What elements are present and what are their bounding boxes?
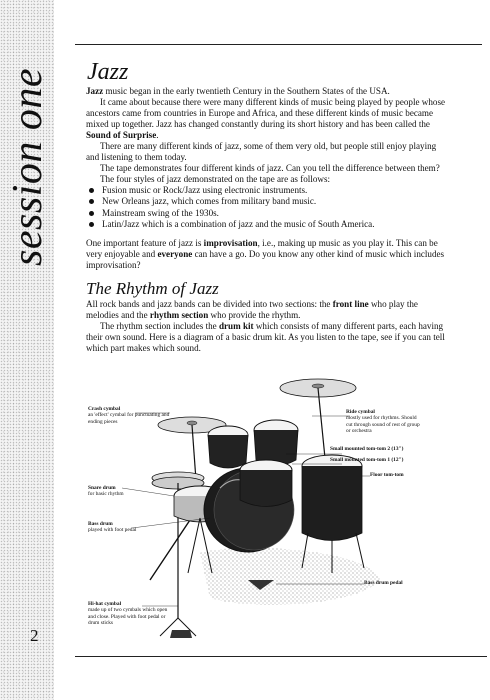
label-crash-cymbal: Crash cymbal an 'effect' cymbal for punctuating and ending pieces: [88, 406, 170, 425]
list-item: Latin/Jazz which is a combination of jazz and the music of South America.: [88, 219, 448, 230]
main-content: [86, 58, 448, 354]
list-item: New Orleans jazz, which comes from military band music.: [88, 196, 448, 207]
jazz-styles-list: [88, 185, 448, 229]
everyone-term: everyone: [157, 248, 193, 259]
label-bass-drum: Bass drum played with foot pedal: [88, 521, 137, 534]
session-label: session one: [5, 68, 51, 266]
front-line-term: front line: [332, 298, 369, 309]
jazz-term: Jazz: [86, 86, 104, 96]
session-title-vertical: [6, 52, 50, 282]
improvisation-term: improvisation: [203, 237, 258, 248]
improvisation-paragraph: One important feature of jazz is improvisation, i.e., making up music as you play it. This can be very enjoyable and everyone can have a go. Do you know any other kind of music which includes improvisation?: [86, 237, 445, 270]
drum-kit-illustration: [80, 368, 420, 648]
stippled-sidebar: [0, 0, 54, 700]
section-heading-rhythm: The Rhythm of Jazz: [86, 278, 219, 298]
rhythm-section-term: rhythm section: [149, 309, 209, 320]
bottom-rule: [75, 656, 487, 657]
label-hi-hat-cymbal: Hi-hat cymbal made up of two cymbals which open and close. Played with foot pedal or drum sticks: [88, 601, 168, 627]
list-item: Mainstream swing of the 1930s.: [88, 208, 448, 219]
label-ride-cymbal: Ride cymbal mostly used for rhythms. Should cut through sound of rest of group or orchestra: [346, 409, 420, 435]
label-tom-2: Small mounted tom-tom 2 (13"): [330, 446, 404, 452]
label-snare-drum: Snare drum for basic rhythm: [88, 485, 124, 498]
intro-paragraph-1: Jazz music began in the early twentieth Century in the Southern States of the USA.: [86, 86, 390, 96]
mounted-tom-toms: [208, 420, 298, 468]
intro-paragraph-5: The four styles of jazz demonstrated on the tape are as follows:: [100, 174, 331, 185]
intro-paragraph-3: There are many different kinds of jazz, some of them very old, but people still enjoy playing and listening to them today.: [86, 141, 437, 163]
drum-kit-term: drum kit: [218, 320, 254, 331]
rhythm-paragraph-2: The rhythm section includes the drum kit which consists of many different parts, each having their own sound. Here is a diagram of a basic drum kit. As you listen to the tape, see if you can tell which part makes which sound.: [86, 320, 445, 353]
intro-paragraph-4: The tape demonstrates four different kinds of jazz. Can you tell the difference between them?: [100, 163, 440, 174]
floor-shadow: [200, 548, 380, 605]
label-bass-drum-pedal: Bass drum pedal: [364, 580, 403, 586]
page-title: Jazz: [87, 59, 129, 85]
label-floor-tom: Floor tom-tom: [370, 472, 404, 478]
list-item: Fusion music or Rock/Jazz using electronic instruments.: [88, 185, 448, 196]
top-rule: [75, 44, 482, 45]
sound-of-surprise-term: Sound of Surprise: [86, 130, 157, 141]
intro-paragraph-2: It came about because there were many different kinds of music being played by people whose ancestors came from countries in Europe and Africa, and these different kinds of music became mixed up together. Jazz has changed constantly during its short history and has been called the Sound of Surprise.: [86, 97, 446, 141]
page-number: 2: [30, 626, 39, 645]
label-tom-1: Small mounted tom-tom 1 (12"): [330, 457, 404, 463]
rhythm-paragraph-1: All rock bands and jazz bands can be divided into two sections: the front line who play the melodies and the rhythm section who provide the rhythm.: [86, 298, 418, 320]
